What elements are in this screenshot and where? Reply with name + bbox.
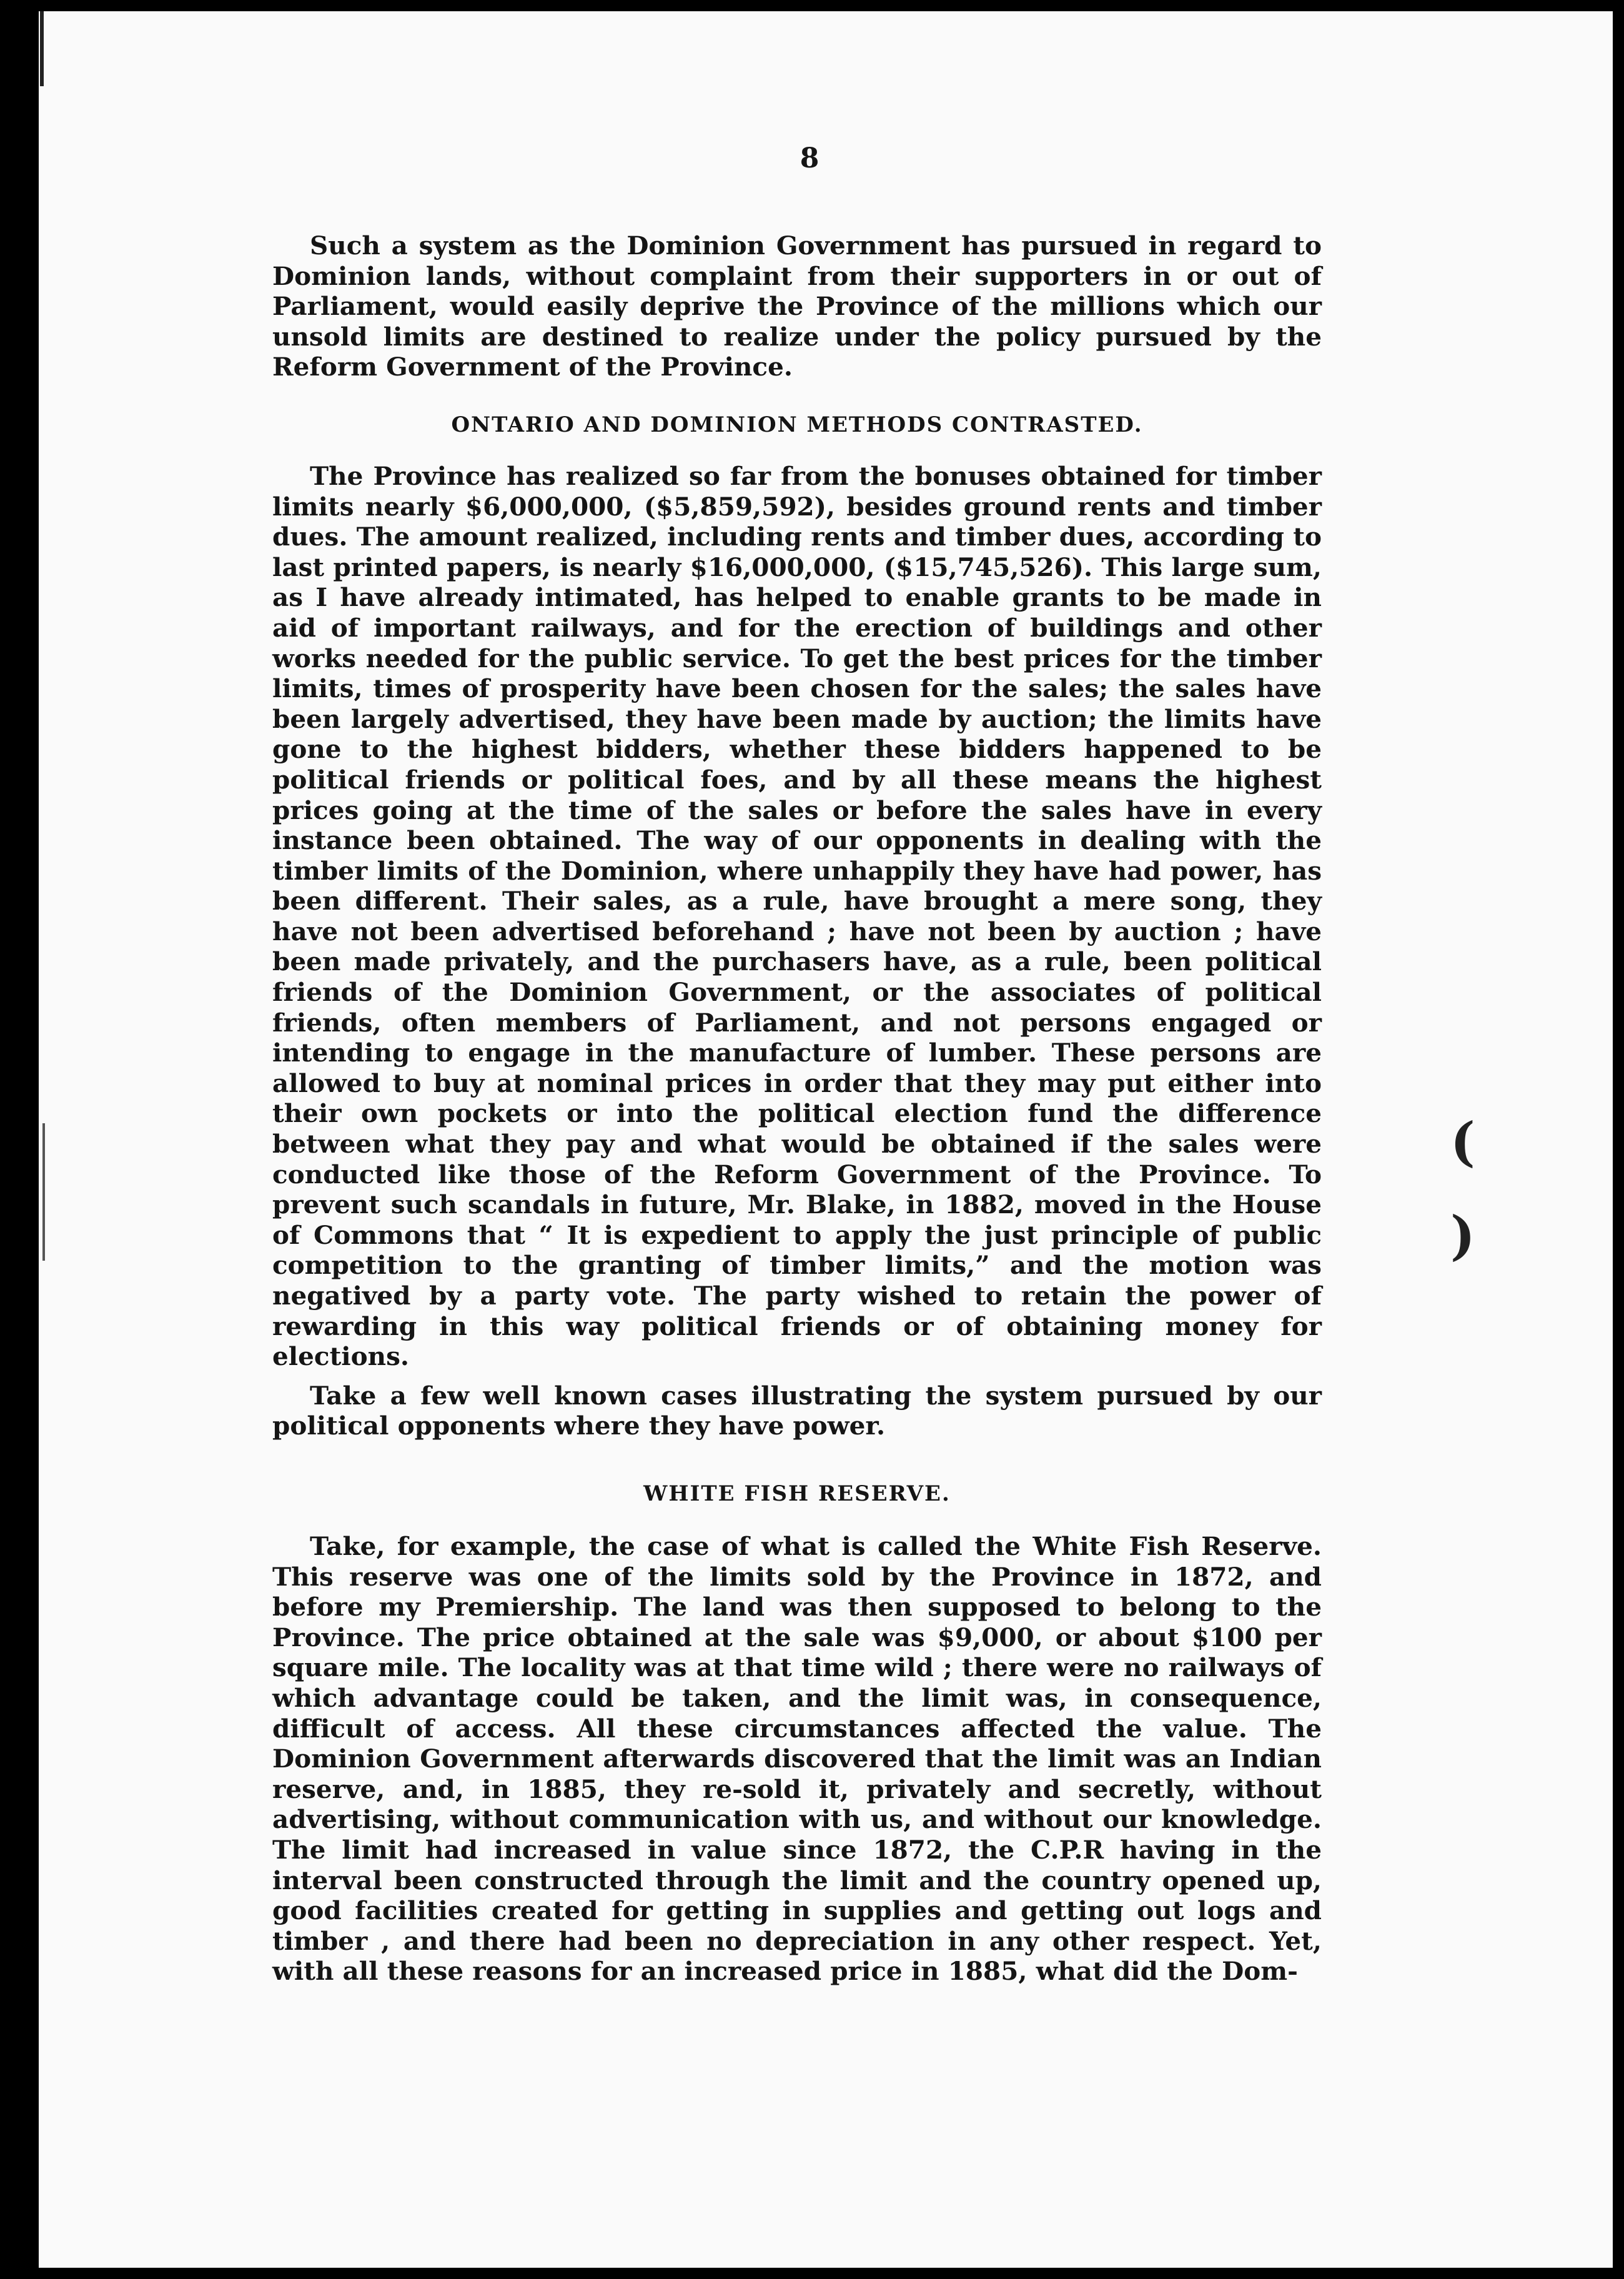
margin-glyph-upper: ( <box>1450 1111 1475 1173</box>
heading-ontario-dominion: ONTARIO AND DOMINION METHODS CONTRASTED. <box>451 412 1143 437</box>
page-number: 8 <box>800 142 819 174</box>
paragraph-white-fish: Take, for example, the case of what is called the White Fish Reserve. This reserve was one of the limits sold by the Province in 1872, and before my Premiership. The land was then supposed to belong to the Province. The price obtained at the sale was $9,000, or about $100 per square mile. The locality was at that time wild ; there were no railways of which advantage could be taken, and the limit was, in consequence, difficult of access. All these circumstances affected the value. The Dominion Government afterwards discovered that the limit was an Indian reserve, and, in 1885, they re-sold it, privately and secretly, without advertising, without communication with us, and without our knowledge. The limit had increased in value since 1872, the C.P.R having in the interval been constructed through the limit and the country opened up, good facilities created for getting in supplies and getting out logs and timber , and there had been no depreciation in any other respect. Yet, with all these reasons for an increased price in 1885, what did the Dom- <box>272 1531 1322 1987</box>
paragraph-intro: Such a system as the Dominion Government has pursued in regard to Dominion lands, without complaint from their supporters in or out of Parliament, would easily deprive the Province of the millions which our unsold limits are destined to realize under the policy pursued by the Reform Government of the Province. <box>272 231 1322 382</box>
text-column <box>272 142 1322 1987</box>
margin-glyph-lower: ) <box>1450 1204 1475 1266</box>
paragraph-contrast: The Province has realized so far from the bonuses obtained for timber limits nearly $6,000,000, ($5,859,592), besides ground rents and timber dues. The amount realized, including rents and timber dues, according to last printed papers, is nearly $16,000,000, ($15,745,526). This large sum, as I have already intimated, has helped to enable grants to be made in aid of important railways, and for the erection of buildings and other works needed for the public service. To get the best prices for the timber limits, times of prosperity have been chosen for the sales; the sales have been largely advertised, they have been made by auction; the limits have gone to the highest bidders, whether these bidders happened to be political friends or political foes, and by all these means the highest prices going at the time of the sales or before the sales have in every instance been obtained. The way of our opponents in dealing with the timber limits of the Dominion, where unhappily they have had power, has been different. Their sales, as a rule, have brought a mere song, they have not been advertised beforehand ; have not been by auction ; have been made privately, and the purchasers have, as a rule, been political friends of the Dominion Government, or the associates of political friends, often members of Parliament, and not persons engaged or intending to engage in the manufacture of lumber. These persons are allowed to buy at nominal prices in order that they may put either into their own pockets or into the political election fund the difference between what they pay and what would be obtained if the sales were conducted like those of the Reform Government of the Province. To prevent such scandals in future, Mr. Blake, in 1882, moved in the House of Commons that “ It is expedient to apply the just principle of public competition to the granting of timber limits,” and the motion was negatived by a party vote. The party wished to retain the power of rewarding in this way political friends or of obtaining money for elections. <box>272 460 1322 1372</box>
left-edge-mark <box>40 11 44 86</box>
paragraph-cases: Take a few well known cases illustrating the system pursued by our political opponents where they have power. <box>272 1380 1322 1441</box>
left-edge-mark-lower <box>42 1123 45 1261</box>
heading-white-fish-reserve: WHITE FISH RESERVE. <box>643 1481 951 1506</box>
scanned-page <box>39 11 1613 2268</box>
paragraph-gap <box>272 1372 1322 1381</box>
